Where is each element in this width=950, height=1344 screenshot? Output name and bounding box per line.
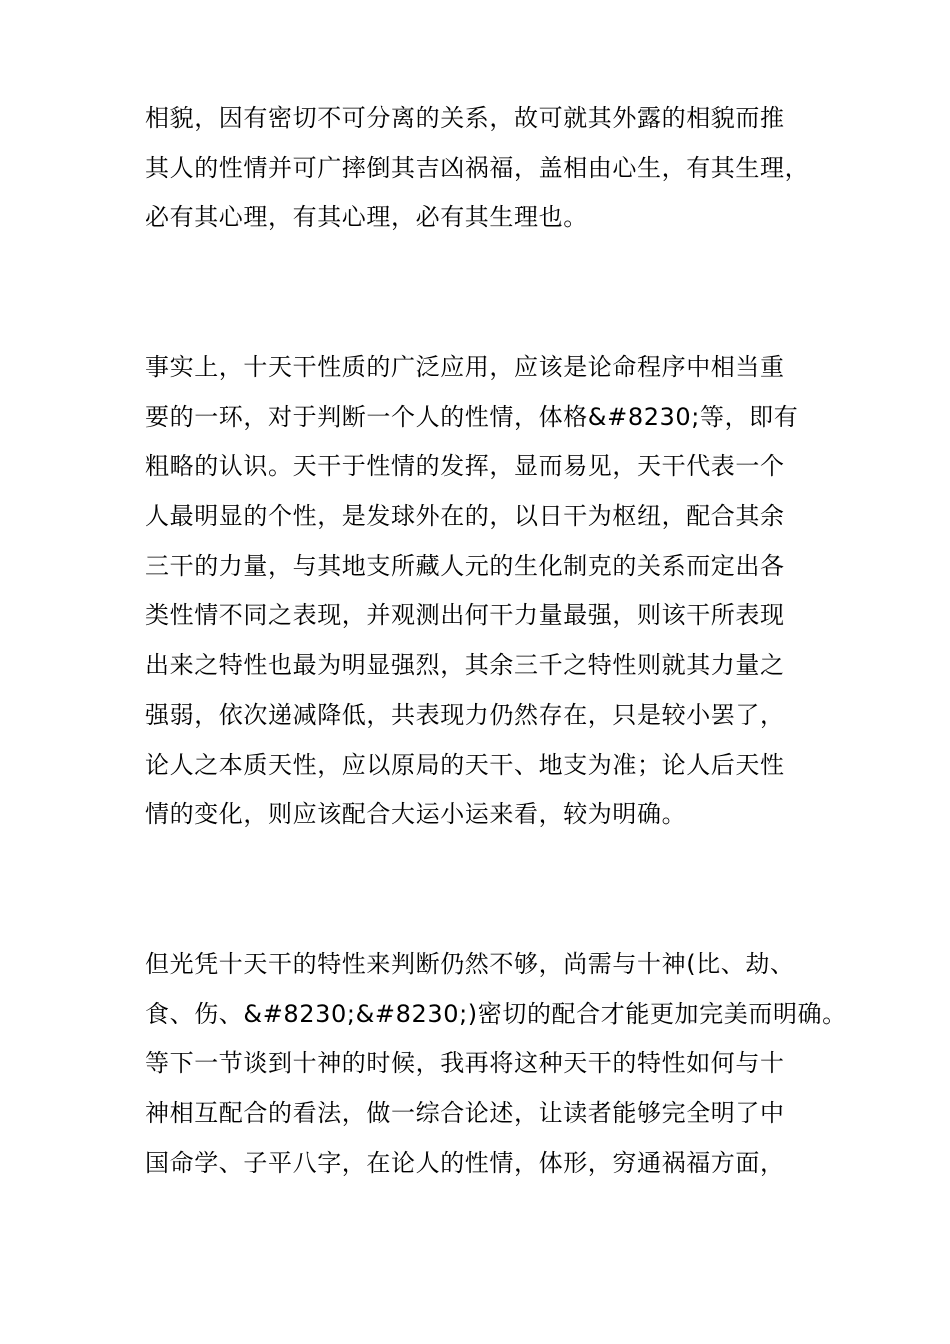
text-line: 要的一环，对于判断一个人的性情，体格&#8230;等，即有 bbox=[145, 402, 799, 431]
text-line: 论人之本质天性，应以原局的天干、地支为准；论人后天性 bbox=[145, 750, 785, 779]
paragraph-1 bbox=[145, 94, 825, 243]
text-line: 神相互配合的看法，做一综合论述，让读者能够完全明了中 bbox=[145, 1099, 785, 1128]
text-line: 类性情不同之表现，并观测出何干力量最强，则该干所表现 bbox=[145, 601, 785, 630]
text-line: 必有其心理，有其心理，必有其生理也。 bbox=[145, 203, 588, 232]
text-line: 三干的力量，与其地支所藏人元的生化制克的关系而定出各 bbox=[145, 551, 785, 580]
text-line: 食、伤、&#8230;&#8230;)密切的配合才能更加完美而明确。 bbox=[145, 999, 847, 1028]
text-line: 情的变化，则应该配合大运小运来看，较为明确。 bbox=[145, 800, 687, 829]
paragraph-3 bbox=[145, 940, 847, 1188]
text-line: 事实上，十天干性质的广泛应用，应该是论命程序中相当重 bbox=[145, 353, 785, 381]
text-line: 相貌，因有密切不可分离的关系，故可就其外露的相貌而推 bbox=[145, 104, 785, 132]
text-line: 人最明显的个性，是发球外在的，以日干为枢纽，配合其余 bbox=[145, 502, 785, 531]
text-line: 其人的性情并可广摔倒其吉凶祸福，盖相由心生，有其生理， bbox=[145, 153, 810, 182]
text-line: 粗略的认识。天干于性情的发挥，显而易见，天干代表一个 bbox=[145, 452, 785, 481]
text-line: 强弱，依次递减降低，共表现力仍然存在，只是较小罢了， bbox=[145, 700, 785, 729]
paragraph-2 bbox=[145, 343, 825, 840]
text-line: 出来之特性也最为明显强烈，其余三千之特性则就其力量之 bbox=[145, 651, 785, 680]
text-line: 国命学、子平八字，在论人的性情，体形，穷通祸福方面， bbox=[145, 1148, 785, 1177]
text-line: 但光凭十天干的特性来判断仍然不够，尚需与十神(比、劫、 bbox=[145, 950, 795, 978]
text-line: 等下一节谈到十神的时候，我再将这种天干的特性如何与十 bbox=[145, 1049, 785, 1078]
